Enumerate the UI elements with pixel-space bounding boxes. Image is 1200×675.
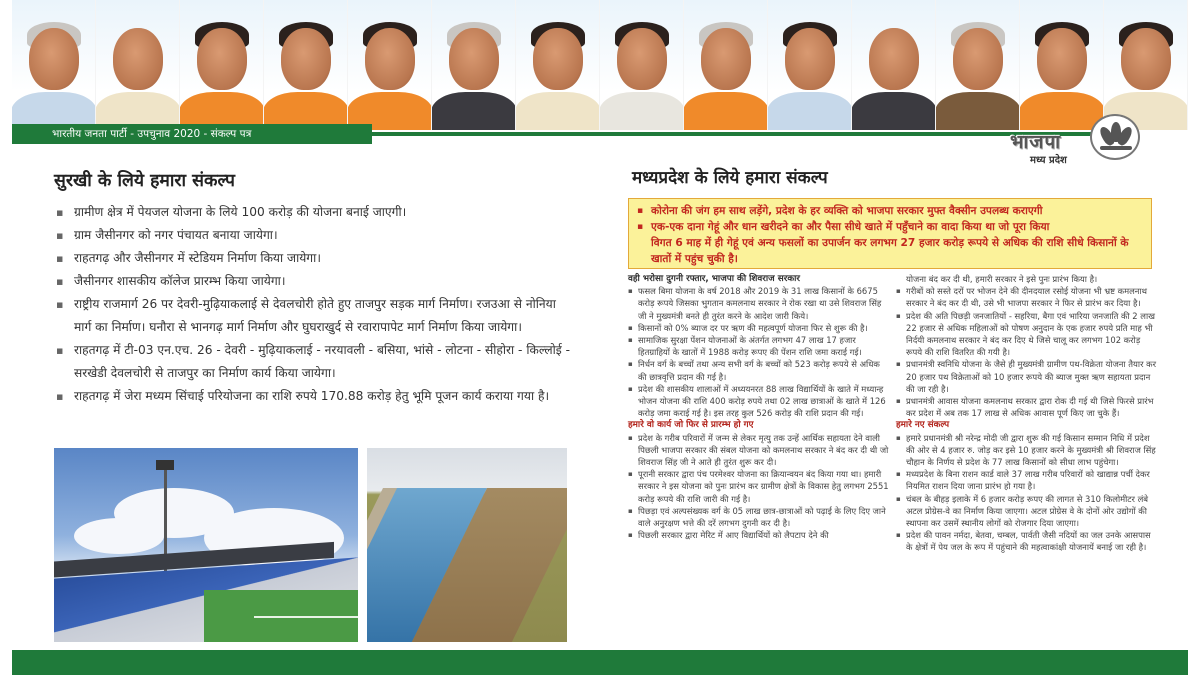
lotus-logo-icon — [1090, 114, 1140, 160]
highlight-continuation: विगत 6 माह में ही गेहूं एवं अन्य फसलों का उपार्जन कर लगभग 27 हजार करोड़ रूपये से अधिक की राशि सीधे किसानों के खातों में पहुंच चुकी है। — [651, 237, 1129, 265]
state-promises-column-b — [896, 273, 1158, 554]
list-item: ▪ प्रदेश की अति पिछड़ी जनजातियों - सहरिया, बैगा एवं भारिया जनजाति की 2 लाख 22 हजार से अधिक महिलाओं को पोषण अनुदान के एक हजार रुपये प्रति माह भी निर्दयी कमलनाथ सरकार ने बंद कर दिए थे जिसे चालू कर लगभग 102 करोड़ रूपये की राशि वितरित की गयी है। — [896, 310, 1158, 359]
state-promises-column-a — [628, 273, 890, 541]
section-heading: हमारे वो कार्य जो फिर से प्रारम्भ हो गए — [628, 420, 754, 431]
list-item: ▪ सामाजिक सुरक्षा पेंशन योजनाओं के अंतर्गत लगभग 47 लाख 17 हजार हितग्राहियों के खातों में 1988 करोड़ रूपए की पेंशन राशि जमा कराई गई। — [628, 334, 890, 358]
list-item: ▪ मध्यप्रदेश के बिना राशन कार्ड वाले 37 लाख गरीब परिवारों को खाद्यान्न पर्ची देकर नियमित राशन दिया जाना प्रारंभ हो गया है। — [896, 468, 1158, 492]
list-item: ▪ प्रधानमंत्री स्वनिधि योजना के जैसे ही मुख्यमंत्री ग्रामीण पथ-विक्रेता योजना तैयार कर 20 हजार पथ विक्रेताओं को 10 हजार रूपये की ब्याज मुक्त ऋण सहायता प्रदान की जा रही है। — [896, 358, 1158, 395]
list-item: ▪ पिछली सरकार द्वारा मेरिट में आए विद्यार्थियों को लैपटाप देने की — [628, 529, 890, 541]
footer-green-bar — [12, 650, 1188, 675]
list-item: ▪ राहतगढ़ और जैसीनगर में स्टेडियम निर्माण किया जायेगा। — [56, 247, 576, 270]
leader-portrait — [432, 0, 516, 130]
leader-portrait — [96, 0, 180, 130]
canal-photo — [367, 448, 567, 642]
stadium-photo — [54, 448, 358, 642]
section-heading: हमारे नए संकल्प — [896, 420, 950, 431]
list-item: ▪ पिछड़ा एवं अल्पसंख्यक वर्ग के 05 लाख छात्र-छात्राओं को पढ़ाई के लिए दिए जाने वाले अनुरक्षण भत्ते की दरें लगभग दुगनी कर दी है। — [628, 505, 890, 529]
list-item: ▪ प्रधानमंत्री आवास योजना कमलनाथ सरकार द्वारा रोक दी गई थी जिसे फिरसे प्रारंभ कर प्रदेश में अब तक 17 लाख से अधिक आवास पूर्ण किए जा चुके हैं। — [896, 395, 1158, 419]
party-logo-subtitle: मध्य प्रदेश — [1030, 155, 1067, 166]
list-item: ▪ जैसीनगर शासकीय कॉलेज प्रारम्भ किया जायेगा। — [56, 270, 576, 293]
section-heading: वही भरोसा दुगनी रफ्तार, भाजपा की शिवराज सरकार — [628, 274, 800, 284]
leaders-photo-strip — [12, 0, 1188, 130]
campaign-tag-bar: भारतीय जनता पार्टी - उपचुनाव 2020 - संकल्प पत्र — [12, 124, 372, 144]
highlight-item: ▪ एक-एक दाना गेहूं और धान खरीदने का और पैसा सीधे खाते में पहुँचाने का वादा किया था जो पूरा किया — [637, 219, 1143, 235]
leader-portrait — [516, 0, 600, 130]
list-item: ▪ प्रदेश की पावन नर्मदा, बेतवा, चम्बल, पार्वती जैसी नदियों का जल उनके आसपास के क्षेत्रों में पेय जल के रूप में पहुंचाने की महत्वाकांक्षी योजनायें बनाई जा रही है। — [896, 529, 1158, 553]
list-item: ▪ राहतगढ़ में जेरा मध्यम सिंचाई परियोजना का राशि रुपये 170.88 करोड़ हेतु भूमि पूजन कार्य कराया गया है। — [56, 385, 576, 408]
list-item: ▪ चंबल के बीहड़ इलाके में 6 हजार करोड़ रूपए की लागत से 310 किलोमीटर लंबे अटल प्रोग्रेस-वे का निर्माण किया जाएगा। अटल प्रोग्रेस वे के दोनों ओर उद्योगों की स्थापना कर उसमें स्थानीय लोगों को रोजगार दिया जाएगा। — [896, 493, 1158, 530]
list-item: ▪ फसल बिमा योजना के वर्ष 2018 और 2019 के 31 लाख किसानों के 6675 करोड़ रूपये जिसका भुगतान कमलनाथ सरकार ने रोक रखा था उसे शिवराज सिंह जी ने मुख्यमंत्री बनते ही तुरंत करने के आदेश जारी किये। — [628, 285, 890, 322]
leader-portrait — [1020, 0, 1104, 130]
leader-portrait — [768, 0, 852, 130]
list-item: ▪ ग्राम जैसीनगर को नगर पंचायत बनाया जायेगा। — [56, 224, 576, 247]
list-item: ▪ किसानों को 0% ब्याज दर पर ऋण की महत्वपूर्ण योजना फिर से शुरू की है। — [628, 322, 890, 334]
highlight-item: ▪ कोरोना की जंग हम साथ लड़ेंगे, प्रदेश के हर व्यक्ति को भाजपा सरकार मुफ्त वैक्सीन उपलब्ध कराएगी — [637, 203, 1143, 219]
constituency-title: सुरखी के लिये हमारा संकल्प — [54, 171, 235, 191]
list-item: ▪ प्रदेश की शासकीय शालाओं में अध्ययनरत 88 लाख विद्यार्थियों के खाते में मध्यान्ह भोजन योजना की राशि 400 करोड़ रुपये तथा 02 लाख छात्राओं के खाते में 126 करोड़ जमा कराई गई है। इस तरह कुल 526 करोड़ की राशि प्रदान की गई। — [628, 383, 890, 420]
leader-portrait — [12, 0, 96, 130]
list-item: ▪ ग्रामीण क्षेत्र में पेयजल योजना के लिये 100 करोड़ की योजना बनाई जाएगी। — [56, 201, 576, 224]
highlight-box — [628, 198, 1152, 269]
list-item: ▪ गरीबों को सस्ते दरों पर भोजन देने की दीनदयाल रसोई योजना भी भ्रष्ट कमलनाथ सरकार ने बंद कर दी थी, उसे भी भाजपा सरकार ने फिर से प्रारंभ कर दिया है। — [896, 285, 1158, 309]
list-item: ▪ हमारे प्रधानमंत्री श्री नरेन्द्र मोदी जी द्वारा शुरू की गई किसान सम्मान निधि में प्रदेश की ओर से 4 हजार रु. जोड़ कर इसे 10 हजार करने के मुख्यमंत्री श्री शिवराज सिंह चौहान के निर्णय से प्रदेश के 77 लाख किसानों को सीधा लाभ पहुंचेगा। — [896, 432, 1158, 469]
leader-portrait — [1104, 0, 1188, 130]
list-item: ▪ पूरानी सरकार द्वारा पंच परमेश्वर योजना का क्रियान्वयन बंद किया गया था। हमारी सरकार ने इस योजना को पुनः प्रारंभ कर ग्रामीण क्षेत्रों के विकास हेतु लगभग 2551 करोड़ रूपये की राशि जारी की गई है। — [628, 468, 890, 505]
list-item: ▪ प्रदेश के गरीब परिवारों में जन्म से लेकर मृत्यु तक उन्हें आर्थिक सहायता देने वाली पिछली भाजपा सरकार की संबल योजना को कमलनाथ सरकार ने बंद कर दी थी जो शिवराज सिंह जी ने आते ही तुरंत शुरू कर दी। — [628, 432, 890, 469]
list-item: ▪ निर्धन वर्ग के बच्चों तथा अन्य सभी वर्ग के बच्चों को 523 करोड़ रूपये से अधिक की छात्रवृत्ति प्रदान की गई है। — [628, 358, 890, 382]
leader-portrait — [348, 0, 432, 130]
party-logo-text: भाजपा — [1010, 131, 1062, 153]
list-item: ▪ राष्ट्रीय राजमार्ग 26 पर देवरी-मुढ़ियाकलाई से देवलचोरी होते हुए ताजपुर सड़क मार्ग निर्माण। रजउआ से नोनिया मार्ग का निर्माण। घनौरा से भानगढ़ मार्ग निर्माण और घुघराखुर्द से रवारापापेट मार्ग निर्माण किया जायेगा। — [56, 293, 576, 339]
continued-text: योजना बंद कर दी थी, हमारी सरकार ने इसे पुनः प्रारंभ किया है। — [906, 274, 1098, 284]
leader-portrait — [936, 0, 1020, 130]
leader-portrait — [600, 0, 684, 130]
leader-portrait — [180, 0, 264, 130]
constituency-promise-list — [56, 201, 576, 408]
leader-portrait — [852, 0, 936, 130]
list-item: ▪ राहतगढ़ में टी-03 एन.एच. 26 - देवरी - मुढ़ियाकलाई - नरयावली - बसिया, भांसे - लोटना - सीहोरा - किल्लोई - सरखेडी देवलचोरी से ताजपुर का निर्माण कार्य किया जायेगा। — [56, 339, 576, 385]
green-divider — [372, 132, 1110, 136]
leader-portrait — [264, 0, 348, 130]
leader-portrait — [684, 0, 768, 130]
state-title: मध्यप्रदेश के लिये हमारा संकल्प — [632, 168, 828, 188]
